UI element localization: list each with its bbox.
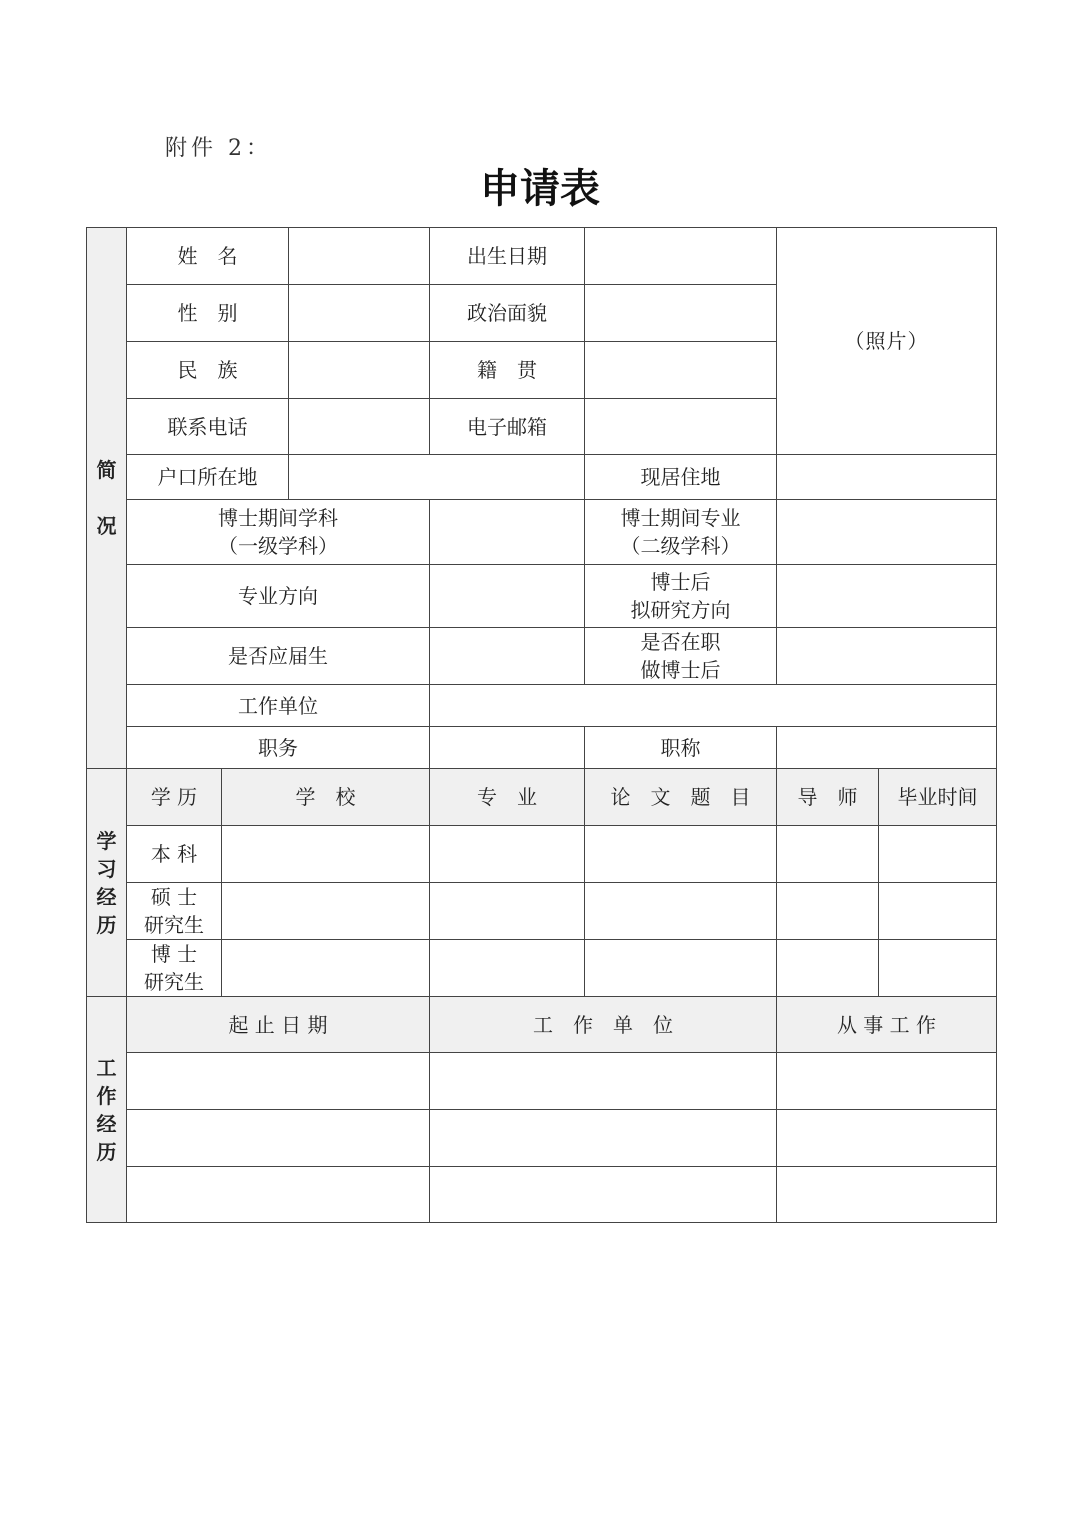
section-education-label: 学 习 经 历 bbox=[96, 828, 117, 937]
edu-header-thesis: 论 文 题 目 bbox=[585, 769, 777, 826]
edu-header-degree: 学 历 bbox=[127, 769, 222, 826]
title-value-cell[interactable] bbox=[777, 727, 997, 769]
name-value-cell[interactable] bbox=[289, 228, 430, 285]
phone-value-cell[interactable] bbox=[289, 399, 430, 455]
page-title: 申请表 bbox=[480, 166, 600, 212]
edu-grad-time-cell[interactable] bbox=[879, 826, 997, 883]
edu-advisor-cell[interactable] bbox=[777, 883, 879, 940]
work-row bbox=[87, 1167, 997, 1223]
application-form-table bbox=[86, 227, 997, 1223]
phd-discipline-text: 博士期间学科 （一级学科） bbox=[218, 506, 338, 558]
phd-major-text: 博士期间专业 （二级学科） bbox=[620, 506, 741, 558]
work-duty-cell[interactable] bbox=[777, 1167, 997, 1223]
edu-row-bachelor bbox=[87, 826, 997, 883]
postdoc-direction-value-cell[interactable] bbox=[777, 565, 997, 628]
work-duty-cell[interactable] bbox=[777, 1110, 997, 1167]
gender-label: 性 别 bbox=[127, 285, 289, 342]
birth-date-label: 出生日期 bbox=[430, 228, 585, 285]
edu-degree-bachelor bbox=[127, 826, 222, 883]
fresh-grad-value-cell[interactable] bbox=[430, 628, 585, 685]
post-value-cell[interactable] bbox=[430, 727, 585, 769]
edu-degree-text: 博 士 研究生 bbox=[144, 942, 204, 994]
phd-major-value-cell[interactable] bbox=[777, 500, 997, 565]
postdoc-direction-label bbox=[585, 565, 777, 628]
residence-value-cell[interactable] bbox=[777, 455, 997, 500]
gender-value-cell[interactable] bbox=[289, 285, 430, 342]
hukou-label: 户口所在地 bbox=[127, 455, 289, 500]
edu-row-doctor bbox=[87, 940, 997, 997]
native-place-label: 籍 贯 bbox=[430, 342, 585, 399]
edu-advisor-cell[interactable] bbox=[777, 826, 879, 883]
edu-header-school: 学 校 bbox=[222, 769, 430, 826]
inservice-text: 是否在职 做博士后 bbox=[640, 630, 721, 682]
section-basic-label: 简 况 bbox=[96, 458, 117, 538]
edu-degree-text: 本 科 bbox=[150, 842, 198, 866]
edu-major-cell[interactable] bbox=[430, 940, 585, 997]
inservice-label bbox=[585, 628, 777, 685]
work-header-dates: 起 止 日 期 bbox=[127, 997, 430, 1053]
phd-discipline-label bbox=[127, 500, 430, 565]
phd-major-label bbox=[585, 500, 777, 565]
edu-grad-time-cell[interactable] bbox=[879, 940, 997, 997]
hukou-value-cell[interactable] bbox=[289, 455, 585, 500]
politics-label: 政治面貌 bbox=[430, 285, 585, 342]
title-label: 职称 bbox=[585, 727, 777, 769]
work-employer-cell[interactable] bbox=[430, 1167, 777, 1223]
politics-value-cell[interactable] bbox=[585, 285, 777, 342]
section-education bbox=[87, 769, 127, 997]
email-label: 电子邮箱 bbox=[430, 399, 585, 455]
edu-thesis-cell[interactable] bbox=[585, 826, 777, 883]
work-employer-cell[interactable] bbox=[430, 1110, 777, 1167]
native-place-value-cell[interactable] bbox=[585, 342, 777, 399]
section-work-label: 工 作 经 历 bbox=[96, 1055, 117, 1164]
edu-header-grad-time: 毕业时间 bbox=[879, 769, 997, 826]
postdoc-direction-text: 博士后 拟研究方向 bbox=[630, 570, 731, 622]
work-row bbox=[87, 1110, 997, 1167]
edu-school-cell[interactable] bbox=[222, 883, 430, 940]
attachment-label: 附件 2： bbox=[165, 136, 272, 161]
phd-discipline-value-cell[interactable] bbox=[430, 500, 585, 565]
edu-school-cell[interactable] bbox=[222, 940, 430, 997]
work-dates-cell[interactable] bbox=[127, 1053, 430, 1110]
edu-degree-master bbox=[127, 883, 222, 940]
work-dates-cell[interactable] bbox=[127, 1110, 430, 1167]
specialty-value-cell[interactable] bbox=[430, 565, 585, 628]
edu-row-master bbox=[87, 883, 997, 940]
section-work bbox=[87, 997, 127, 1223]
section-basic-info bbox=[87, 228, 127, 769]
name-label: 姓 名 bbox=[127, 228, 289, 285]
ethnicity-value-cell[interactable] bbox=[289, 342, 430, 399]
fresh-grad-label: 是否应届生 bbox=[127, 628, 430, 685]
edu-thesis-cell[interactable] bbox=[585, 940, 777, 997]
specialty-label: 专业方向 bbox=[127, 565, 430, 628]
edu-degree-doctor bbox=[127, 940, 222, 997]
photo-placeholder: （照片） bbox=[844, 329, 929, 353]
employer-value-cell[interactable] bbox=[430, 685, 997, 727]
email-value-cell[interactable] bbox=[585, 399, 777, 455]
work-employer-cell[interactable] bbox=[430, 1053, 777, 1110]
photo-cell[interactable] bbox=[777, 228, 997, 455]
edu-major-cell[interactable] bbox=[430, 883, 585, 940]
work-dates-cell[interactable] bbox=[127, 1167, 430, 1223]
edu-header-major: 专 业 bbox=[430, 769, 585, 826]
edu-header-advisor: 导 师 bbox=[777, 769, 879, 826]
phone-label: 联系电话 bbox=[127, 399, 289, 455]
ethnicity-label: 民 族 bbox=[127, 342, 289, 399]
work-duty-cell[interactable] bbox=[777, 1053, 997, 1110]
edu-thesis-cell[interactable] bbox=[585, 883, 777, 940]
work-header-duty: 从 事 工 作 bbox=[777, 997, 997, 1053]
post-label: 职务 bbox=[127, 727, 430, 769]
edu-degree-text: 硕 士 研究生 bbox=[144, 885, 204, 937]
employer-label: 工作单位 bbox=[127, 685, 430, 727]
inservice-value-cell[interactable] bbox=[777, 628, 997, 685]
work-row bbox=[87, 1053, 997, 1110]
residence-label: 现居住地 bbox=[585, 455, 777, 500]
edu-major-cell[interactable] bbox=[430, 826, 585, 883]
work-header-employer: 工 作 单 位 bbox=[430, 997, 777, 1053]
edu-school-cell[interactable] bbox=[222, 826, 430, 883]
edu-advisor-cell[interactable] bbox=[777, 940, 879, 997]
edu-grad-time-cell[interactable] bbox=[879, 883, 997, 940]
birth-date-value-cell[interactable] bbox=[585, 228, 777, 285]
